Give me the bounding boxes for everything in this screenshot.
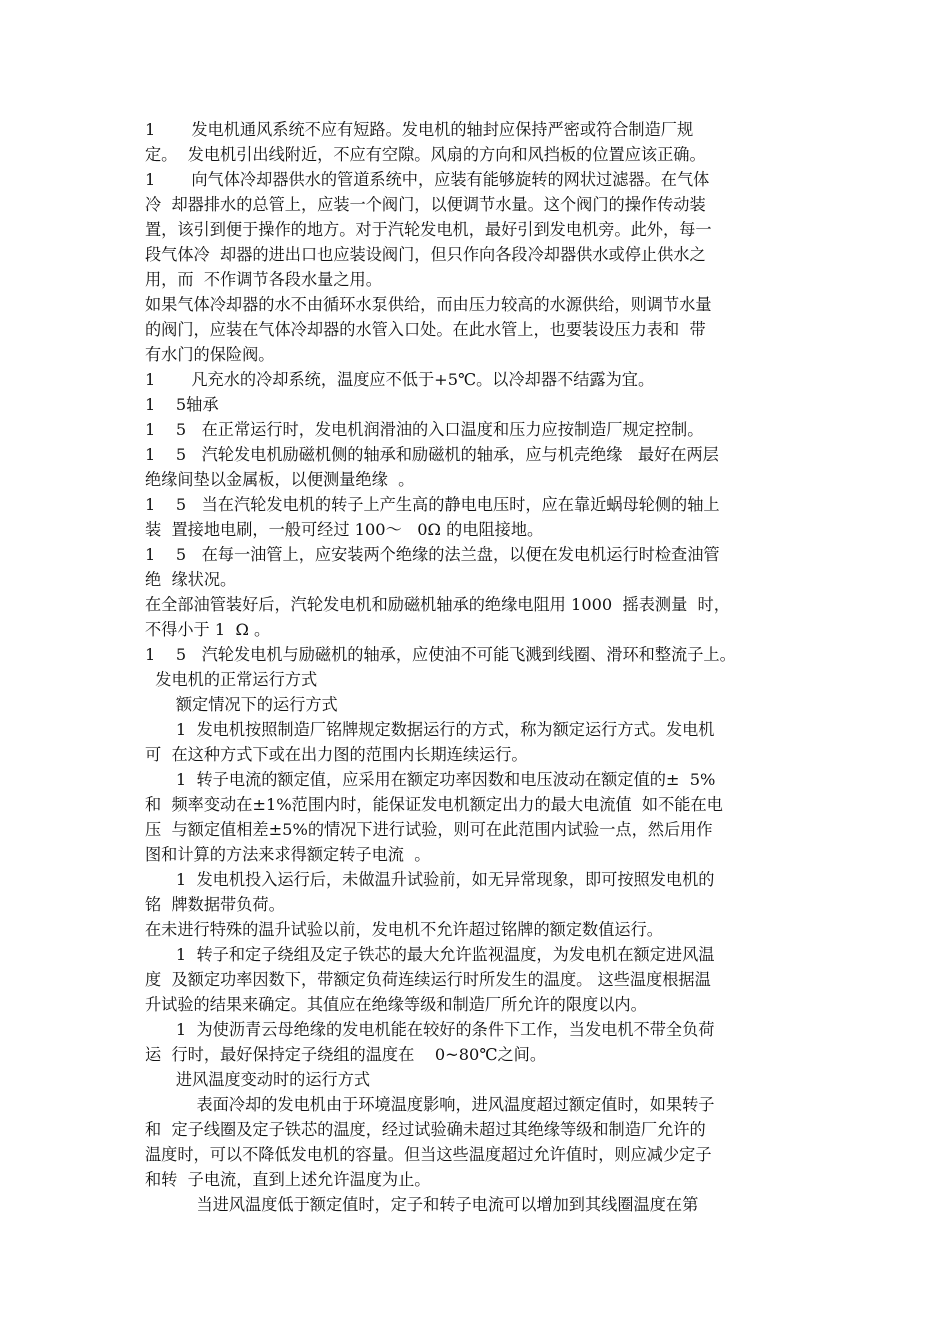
text-line: 铭 牌数据带负荷。	[145, 895, 285, 914]
text-line: 装 置接地电刷，一般可经过 100～ 0Ω 的电阻接地。	[145, 520, 544, 539]
text-line: 段气体冷 却器的进出口也应装设阀门，但只作向各段冷却器供水或停止供水之	[145, 245, 706, 264]
text-line: 定。 发电机引出线附近，不应有空隙。风扇的方向和风挡板的位置应该正确。	[145, 145, 706, 164]
text-line: 当进风温度低于额定值时，定子和转子电流可以增加到其线圈温度在第	[145, 1195, 699, 1214]
subsection-heading: 额定情况下的运行方式	[145, 695, 338, 714]
text-line: 1 为使沥青云母绝缘的发电机能在较好的条件下工作，当发电机不带全负荷	[145, 1020, 715, 1039]
text-line: 冷 却器排水的总管上，应装一个阀门，以便调节水量。这个阀门的操作传动装	[145, 195, 706, 214]
section-heading: 发电机的正常运行方式	[145, 670, 318, 689]
text-line: 绝 缘状况。	[145, 570, 237, 589]
subsection-heading: 进风温度变动时的运行方式	[145, 1070, 371, 1089]
text-line: 绝缘间垫以金属板，以便测量绝缘 。	[145, 470, 415, 489]
text-line: 1 转子和定子绕组及定子铁芯的最大允许监视温度，为发电机在额定进风温	[145, 945, 715, 964]
text-line: 1 5 当在汽轮发电机的转子上产生高的静电电压时，应在靠近蜗母轮侧的轴上	[145, 495, 720, 514]
text-line: 1 凡充水的冷却系统，温度应不低于+5℃。以冷却器不结露为宜。	[145, 370, 655, 389]
text-line: 表面冷却的发电机由于环境温度影响，进风温度超过额定值时，如果转子	[145, 1095, 715, 1114]
text-line: 的阀门，应装在气体冷却器的水管入口处。在此水管上，也要装设压力表和 带	[145, 320, 706, 339]
text-line: 1 5 汽轮发电机与励磁机的轴承，应使油不可能飞溅到线圈、滑环和整流子上。	[145, 645, 736, 664]
text-line: 和 频率变动在±1%范围内时，能保证发电机额定出力的最大电流值 如不能在电	[145, 795, 723, 814]
text-line: 在全部油管装好后，汽轮发电机和励磁机轴承的绝缘电阻用 1000 摇表测量 时，	[145, 595, 730, 614]
text-line: 1 5 在正常运行时，发电机润滑油的入口温度和压力应按制造厂规定控制。	[145, 420, 704, 439]
text-line: 和转 子电流，直到上述允许温度为止。	[145, 1170, 431, 1189]
text-line: 1 发电机按照制造厂铭牌规定数据运行的方式，称为额定运行方式。发电机	[145, 720, 715, 739]
text-line: 用，而 不作调节各段水量之用。	[145, 270, 382, 289]
text-line: 1 5 汽轮发电机励磁机侧的轴承和励磁机的轴承，应与机壳绝缘 最好在两层	[145, 445, 719, 464]
text-line: 和 定子线圈及定子铁芯的温度，经过试验确未超过其绝缘等级和制造厂允许的	[145, 1120, 706, 1139]
text-line: 1 转子电流的额定值，应采用在额定功率因数和电压波动在额定值的± 5%	[145, 770, 716, 789]
text-line: 1 5 在每一油管上，应安装两个绝缘的法兰盘，以便在发电机运行时检查油管	[145, 545, 720, 564]
text-line: 温度时，可以不降低发电机的容量。但当这些温度超过允许值时，则应减少定子	[145, 1145, 712, 1164]
text-line: 可 在这种方式下或在出力图的范围内长期连续运行。	[145, 745, 528, 764]
text-line: 压 与额定值相差±5%的情况下进行试验，则可在此范围内试验一点，然后用作	[145, 820, 713, 839]
text-line: 图和计算的方法来求得额定转子电流 。	[145, 845, 431, 864]
text-line: 有水门的保险阀。	[145, 345, 275, 364]
text-line: 度 及额定功率因数下，带额定负荷连续运行时所发生的温度。 这些温度根据温	[145, 970, 711, 989]
text-line: 1 发电机通风系统不应有短路。发电机的轴封应保持严密或符合制造厂规	[145, 120, 694, 139]
text-line: 不得小于 1 Ω 。	[145, 620, 271, 639]
text-line: 如果气体冷却器的水不由循环水泵供给，而由压力较高的水源供给，则调节水量	[145, 295, 712, 314]
text-line: 1 发电机投入运行后，未做温升试验前，如无异常现象，即可按照发电机的	[145, 870, 715, 889]
text-line: 升试验的结果来确定。其值应在绝缘等级和制造厂所允许的限度以内。	[145, 995, 647, 1014]
text-line: 置，该引到便于操作的地方。对于汽轮发电机，最好引到发电机旁。此外，每一	[145, 220, 712, 239]
text-line: 1 5轴承	[145, 395, 219, 414]
text-line: 在未进行特殊的温升试验以前，发电机不允许超过铭牌的额定数值运行。	[145, 920, 663, 939]
text-line: 1 向气体冷却器供水的管道系统中，应装有能够旋转的网状过滤器。在气体	[145, 170, 710, 189]
text-line: 运 行时，最好保持定子绕组的温度在 0~80℃之间。	[145, 1045, 547, 1064]
